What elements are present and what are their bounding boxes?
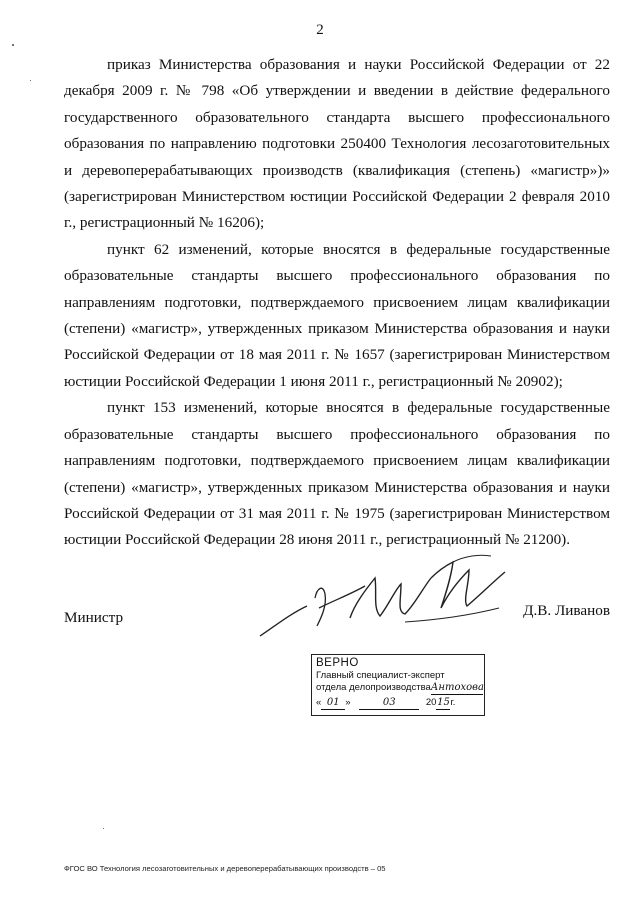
document-body bbox=[64, 52, 610, 554]
certification-stamp bbox=[311, 654, 485, 716]
paragraph-order-798: приказ Министерства образования и науки Российской Федерации от 22 декабря 2009 г. № 798 «Об утверждении и введении в действие федерального государственного образовательного стандарта высшего профессионального образования по направлению подготовки 250400 Технология лесозаготовительных и деревоперерабатывающих производств (квалификация (степень) «магистр»)» (зарегистрирован Министерством юстиции Российской Федерации 2 февраля 2010 г., регистрационный № 16206); bbox=[64, 56, 610, 232]
signatory-role: Министр bbox=[64, 609, 124, 626]
signature-block bbox=[64, 602, 610, 635]
scan-speck bbox=[103, 828, 104, 829]
stamp-handwritten-name: Антохова bbox=[430, 682, 484, 693]
stamp-year-unit: г. bbox=[450, 697, 456, 708]
scan-speck bbox=[30, 80, 31, 81]
stamp-year-prefix: 20 bbox=[425, 697, 437, 708]
stamp-department-line bbox=[316, 682, 484, 695]
stamp-department: отдела делопроизводства bbox=[316, 682, 431, 693]
page-number: 2 bbox=[316, 22, 324, 38]
stamp-year-suffix: 15 bbox=[437, 697, 450, 708]
stamp-position: Главный специалист-эксперт bbox=[316, 670, 445, 681]
footer-text: ФГОС ВО Технология лесозаготовительных и деревоперерабатывающих производств – 05 bbox=[64, 864, 386, 873]
signatory-name: Д.В. Ливанов bbox=[523, 602, 610, 619]
paragraph-item-153: пункт 153 изменений, которые вносятся в федеральные государственные образовательные стандарты высшего профессионального образования по направлениям подготовки, подтверждаемого присвоением лицам квалификации (степени) «магистр», утвержденных приказом Министерства образования и науки Российской Федерации от 31 мая 2011 г. № 1975 (зарегистрирован Министерством юстиции Российской Федерации 28 июня 2011 г., регистрационный № 21200). bbox=[64, 399, 610, 549]
stamp-close-quote: » bbox=[345, 697, 351, 708]
stamp-date-line bbox=[316, 697, 484, 710]
stamp-title: ВЕРНО bbox=[316, 657, 359, 669]
stamp-day: 01 bbox=[321, 697, 345, 710]
scan-speck bbox=[12, 44, 14, 46]
stamp-month: 03 bbox=[359, 697, 419, 710]
stamp-open-quote: « bbox=[316, 697, 322, 708]
paragraph-item-62: пункт 62 изменений, которые вносятся в федеральные государственные образовательные стандарты высшего профессионального образования по направлениям подготовки, подтверждаемого присвоением лицам квалификации (степени) «магистр», утвержденных приказом Министерства образования и науки Российской Федерации от 18 мая 2011 г. № 1657 (зарегистрирован Министерством юстиции Российской Федерации 1 июня 2011 г., регистрационный № 20902); bbox=[64, 240, 610, 390]
